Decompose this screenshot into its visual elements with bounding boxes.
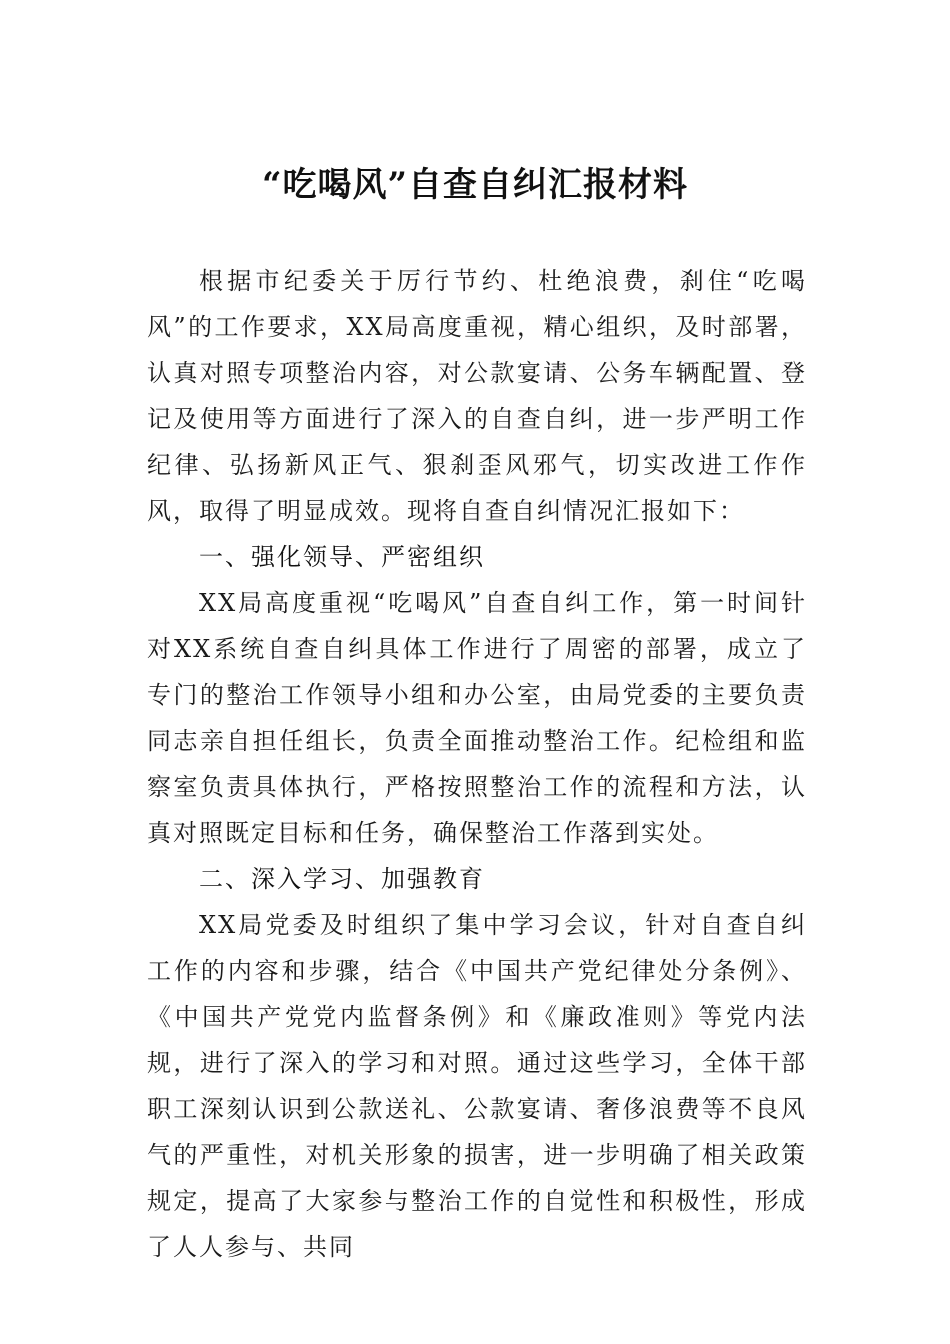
section-heading-2: 二、深入学习、加强教育	[199, 865, 485, 893]
section-heading-1: 一、强化领导、严密组织	[199, 543, 485, 571]
section-paragraph-2: XX局党委及时组织了集中学习会议，针对自查自纠工作的内容和步骤，结合《中国共产党纪律处分条例》、《中国共产党党内监督条例》和《廉政准则》等党内法规，进行了深入的学习和对照。通过这些学习，全体干部职工深刻认识到公款送礼、公款宴请、奢侈浪费等不良风气的严重性，对机关形象的损害，进一步明确了相关政策规定，提高了大家参与整治工作的自觉性和积极性，形成了人人参与、共同	[147, 911, 807, 1261]
document-title: “吃喝风”自查自纠汇报材料	[261, 165, 689, 205]
document-body	[147, 258, 807, 1270]
section-paragraph-1: XX局高度重视“吃喝风”自查自纠工作，第一时间针对XX系统自查自纠具体工作进行了周密的部署，成立了专门的整治工作领导小组和办公室，由局党委的主要负责同志亲自担任组长，负责全面推动整治工作。纪检组和监察室负责具体执行，严格按照整治工作的流程和方法，认真对照既定目标和任务，确保整治工作落到实处。	[147, 589, 807, 847]
intro-paragraph: 根据市纪委关于厉行节约、杜绝浪费，刹住“吃喝风”的工作要求，XX局高度重视，精心组织，及时部署，认真对照专项整治内容，对公款宴请、公务车辆配置、登记及使用等方面进行了深入的自查自纠，进一步严明工作纪律、弘扬新风正气、狠刹歪风邪气，切实改进工作作风，取得了明显成效。现将自查自纠情况汇报如下：	[147, 267, 807, 525]
